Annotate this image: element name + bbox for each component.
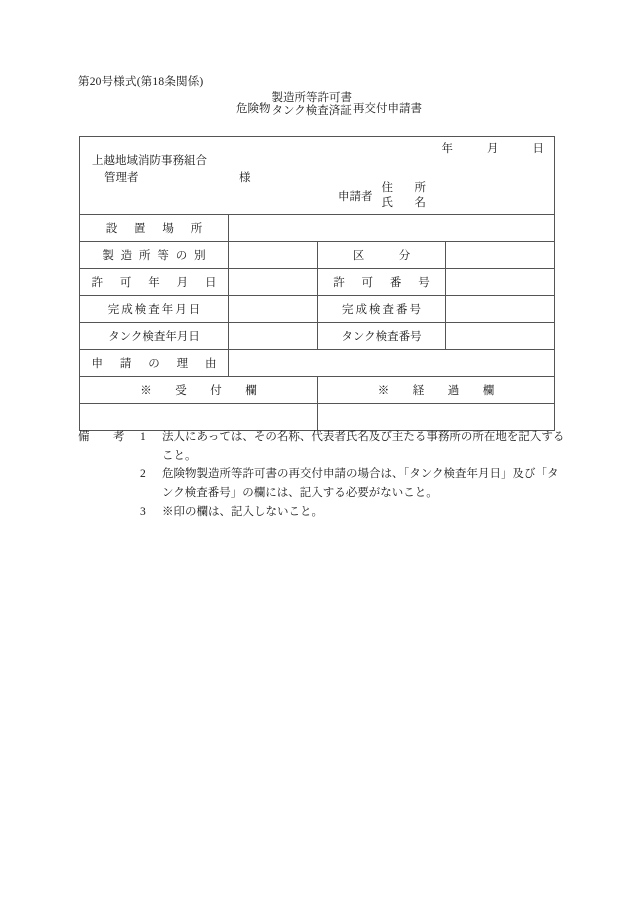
field-reception-section[interactable] xyxy=(80,404,318,431)
addressee-honorific: 様 xyxy=(239,171,251,184)
remarks-item-number: 3 xyxy=(140,505,146,518)
document-title xyxy=(0,92,630,118)
title-option-permit: 製造所等許可書 xyxy=(271,92,352,104)
title-option-tank-certificate: タンク検査済証 xyxy=(271,104,352,117)
field-progress-section[interactable] xyxy=(318,404,555,431)
addressee-position: 管理者 xyxy=(104,171,139,184)
label-progress-section: ※ 経 過 欄 xyxy=(318,377,555,404)
table-row-facility-type xyxy=(80,242,555,269)
table-row-office-use-body xyxy=(80,404,555,431)
table-row-office-use-headers xyxy=(80,377,555,404)
field-installation-site[interactable] xyxy=(229,215,555,242)
remarks-item-text: 危険物製造所等許可書の再交付申請の場合は、「タンク検査年月日」及び「タンク検査番号」の欄には、記入する必要がないこと。 xyxy=(162,468,559,499)
field-completion-inspection-date[interactable] xyxy=(229,296,318,323)
remarks-item-text: ※印の欄は、記入しないこと。 xyxy=(162,505,323,518)
remarks-item-number: 1 xyxy=(140,431,146,443)
applicant-address-label: 住 所 xyxy=(381,182,431,194)
label-installation-site: 設 置 場 所 xyxy=(80,215,229,242)
field-permit-number[interactable] xyxy=(446,269,555,296)
applicant-name-label: 氏 名 xyxy=(381,196,431,209)
label-completion-inspection-number: 完成検査番号 xyxy=(318,296,446,323)
remarks-item-number: 2 xyxy=(140,468,146,481)
addressee-block xyxy=(92,153,251,186)
remarks-list xyxy=(78,428,570,521)
table-row-completion-inspection-date xyxy=(80,296,555,323)
field-tank-inspection-number[interactable] xyxy=(446,323,555,350)
label-category: 区 分 xyxy=(318,242,446,269)
addressee-organization: 上越地域消防事務組合 xyxy=(92,155,207,167)
form-number: 第20号様式(第18条関係) xyxy=(78,76,204,88)
remarks-heading: 備 考 xyxy=(78,431,131,443)
remarks-item-text: 法人にあっては、その名称、代表者氏名及び主たる事務所の所在地を記入すること。 xyxy=(162,431,565,462)
label-application-reason: 申 請 の 理 由 xyxy=(80,350,229,377)
table-row-tank-inspection-date xyxy=(80,323,555,350)
field-facility-type[interactable] xyxy=(229,242,318,269)
label-tank-inspection-date: タンク検査年月日 xyxy=(80,323,229,350)
label-tank-inspection-number: タンク検査番号 xyxy=(318,323,446,350)
date-year-label: 年 xyxy=(441,143,453,155)
date-month-label: 月 xyxy=(487,143,499,155)
title-lead: 危険物 xyxy=(236,102,271,115)
remarks-item xyxy=(140,503,570,522)
date-day-label: 日 xyxy=(532,143,544,155)
field-category[interactable] xyxy=(446,242,555,269)
table-row-application-reason xyxy=(80,350,555,377)
table-row-header xyxy=(80,137,555,215)
table-row-permit-date xyxy=(80,269,555,296)
label-facility-type: 製 造 所 等 の 別 xyxy=(80,242,229,269)
field-permit-date[interactable] xyxy=(229,269,318,296)
header-block-cell xyxy=(80,137,555,215)
remarks-section xyxy=(78,428,570,521)
date-line xyxy=(442,140,545,156)
label-completion-inspection-date: 完成検査年月日 xyxy=(80,296,229,323)
field-application-reason[interactable] xyxy=(229,350,555,377)
applicant-block xyxy=(338,181,431,210)
title-tail: 再交付申請書 xyxy=(353,102,422,115)
field-completion-inspection-number[interactable] xyxy=(446,296,555,323)
remarks-item xyxy=(140,465,570,502)
application-form-table xyxy=(79,136,555,431)
field-tank-inspection-date[interactable] xyxy=(229,323,318,350)
title-stacked-options xyxy=(272,92,353,118)
label-permit-number: 許 可 番 号 xyxy=(318,269,446,296)
label-reception-section: ※ 受 付 欄 xyxy=(80,377,318,404)
table-row-installation-site xyxy=(80,215,555,242)
label-permit-date: 許 可 年 月 日 xyxy=(80,269,229,296)
remarks-item xyxy=(140,428,570,465)
applicant-label: 申請者 xyxy=(338,190,373,203)
